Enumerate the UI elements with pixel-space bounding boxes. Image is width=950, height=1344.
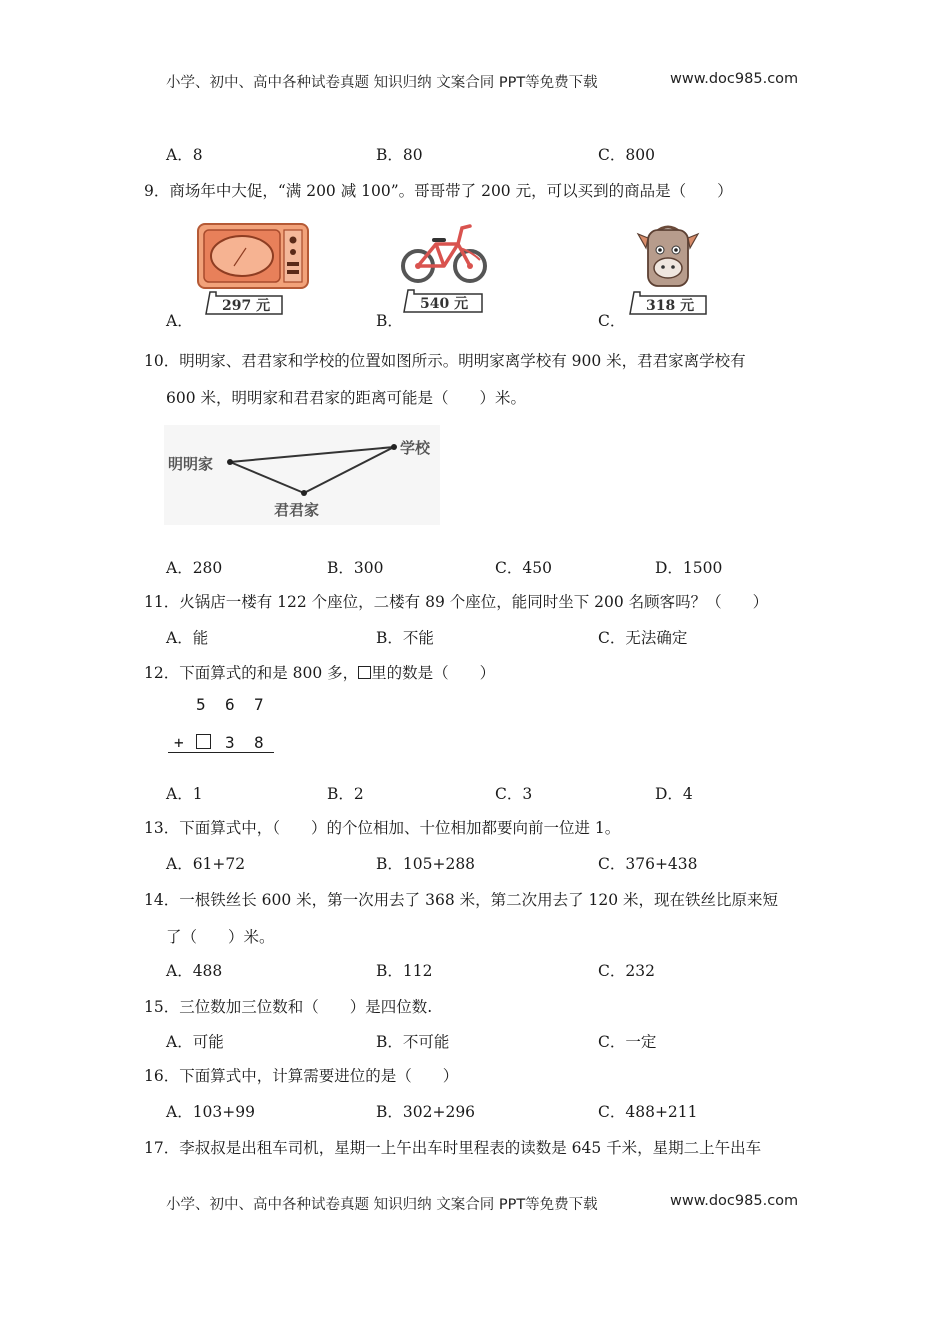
q12-digit-3: 3 bbox=[225, 733, 235, 752]
q15-option-a[interactable]: A．可能 bbox=[166, 1033, 224, 1051]
q12-question bbox=[144, 666, 495, 682]
q12-sum-line bbox=[168, 752, 274, 753]
q17-question: 17．李叔叔是出租车司机，星期一上午出车时里程表的读数是 645 千米，星期二上午出车 bbox=[144, 1139, 762, 1157]
q10-option-a[interactable]: A．280 bbox=[166, 559, 223, 577]
q9-question: 9．商场年中大促，“满 200 减 100”。哥哥带了 200 元，可以买到的商品是（ ） bbox=[144, 182, 733, 200]
q12-top-number bbox=[196, 697, 283, 713]
q12-option-c[interactable]: C．3 bbox=[495, 785, 533, 803]
blank-box bbox=[196, 734, 211, 749]
q13-question: 13．下面算式中，（ ）的个位相加、十位相加都要向前一位进 1。 bbox=[144, 819, 621, 837]
q13-option-b[interactable]: B．105+288 bbox=[376, 855, 476, 873]
q12-plus-sign: + bbox=[174, 733, 184, 752]
header-url[interactable]: www.doc985.com bbox=[670, 71, 799, 87]
footer-text: 小学、初中、高中各种试卷真题 知识归纳 文案合同 PPT等免费下载 bbox=[166, 1197, 598, 1213]
q16-question: 16．下面算式中，计算需要进位的是（ ） bbox=[144, 1067, 459, 1085]
q11-option-b[interactable]: B．不能 bbox=[376, 629, 434, 647]
q13-option-a[interactable]: A．61+72 bbox=[166, 855, 246, 873]
label-mingming-home: 明明家 bbox=[168, 455, 214, 473]
q11-question: 11．火锅店一楼有 122 个座位，二楼有 89 个座位，能同时坐下 200 名顾客吗？（ ） bbox=[144, 593, 769, 611]
q10-option-c[interactable]: C．450 bbox=[495, 559, 552, 577]
price-tag-backpack: 318 元 bbox=[646, 298, 695, 314]
q12-text-before: 12．下面算式的和是 800 多， bbox=[144, 664, 359, 682]
q9-option-a[interactable]: A． bbox=[166, 312, 193, 330]
q15-option-c[interactable]: C．一定 bbox=[598, 1033, 657, 1051]
q12-option-d[interactable]: D．4 bbox=[655, 785, 693, 803]
microwave-picture bbox=[196, 222, 314, 316]
q10-question-line1: 10．明明家、君君家和学校的位置如图所示。明明家离学校有 900 米，君君家离学校有 bbox=[144, 352, 746, 370]
blank-box bbox=[358, 666, 371, 679]
q11-option-c[interactable]: C．无法确定 bbox=[598, 629, 688, 647]
label-school: 学校 bbox=[400, 439, 431, 457]
q15-question: 15．三位数加三位数和（ ）是四位数. bbox=[144, 998, 433, 1016]
q14-question-line1: 14．一根铁丝长 600 米，第一次用去了 368 米，第二次用去了 120 米，现在铁丝比原来短 bbox=[144, 891, 779, 909]
price-tag-microwave: 297 元 bbox=[222, 298, 271, 314]
price-tag-bicycle: 540 元 bbox=[420, 296, 469, 312]
footer-url[interactable]: www.doc985.com bbox=[670, 1193, 799, 1209]
q12-bottom-number bbox=[174, 734, 283, 751]
q12-digit-hundreds: 5 bbox=[196, 695, 206, 714]
q10-option-d[interactable]: D．1500 bbox=[655, 559, 723, 577]
q13-option-c[interactable]: C．376+438 bbox=[598, 855, 698, 873]
page-footer bbox=[166, 1193, 799, 1214]
q12-text-after: 里的数是（ ） bbox=[371, 664, 496, 682]
page-header bbox=[166, 71, 799, 92]
q8-option-c[interactable]: C．800 bbox=[598, 146, 655, 164]
q8-option-b[interactable]: B．80 bbox=[376, 146, 423, 164]
header-text: 小学、初中、高中各种试卷真题 知识归纳 文案合同 PPT等免费下载 bbox=[166, 75, 598, 91]
q14-option-c[interactable]: C．232 bbox=[598, 962, 655, 980]
q16-option-a[interactable]: A．103+99 bbox=[166, 1103, 255, 1121]
q12-option-a[interactable]: A．1 bbox=[166, 785, 203, 803]
q14-question-line2: 了（ ）米。 bbox=[166, 928, 275, 946]
q12-digit-ones: 7 bbox=[254, 695, 264, 714]
q14-option-b[interactable]: B．112 bbox=[376, 962, 433, 980]
q10-question-line2: 600 米，明明家和君君家的距离可能是（ ）米。 bbox=[166, 389, 527, 407]
q14-option-a[interactable]: A．488 bbox=[166, 962, 223, 980]
label-junjun-home: 君君家 bbox=[274, 501, 320, 519]
q12-digit-8: 8 bbox=[254, 733, 264, 752]
q9-option-b[interactable]: B． bbox=[376, 312, 403, 330]
q16-option-c[interactable]: C．488+211 bbox=[598, 1103, 698, 1121]
q10-option-b[interactable]: B．300 bbox=[327, 559, 384, 577]
q12-digit-tens: 6 bbox=[225, 695, 235, 714]
q15-option-b[interactable]: B．不可能 bbox=[376, 1033, 450, 1051]
location-diagram bbox=[164, 425, 440, 525]
q12-blank-digit bbox=[196, 734, 225, 751]
q11-option-a[interactable]: A．能 bbox=[166, 629, 209, 647]
backpack-picture bbox=[626, 222, 710, 316]
q16-option-b[interactable]: B．302+296 bbox=[376, 1103, 476, 1121]
q9-option-c[interactable]: C． bbox=[598, 312, 626, 330]
q8-option-a[interactable]: A．8 bbox=[166, 146, 203, 164]
bicycle-picture bbox=[400, 218, 492, 316]
q12-option-b[interactable]: B．2 bbox=[327, 785, 364, 803]
